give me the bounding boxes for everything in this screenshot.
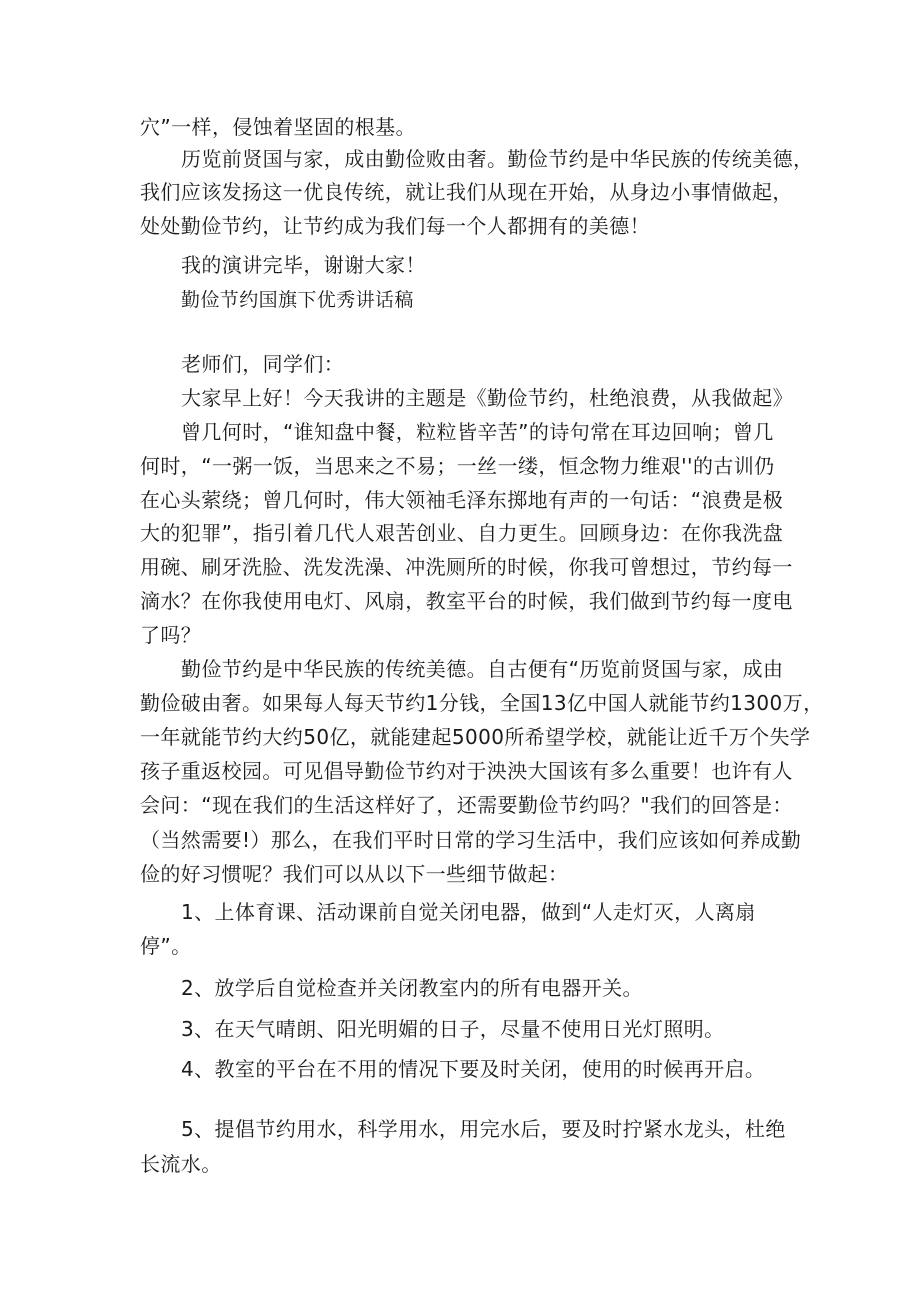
list-item-continuation: 停”。 [140,934,192,958]
text-line: 我们应该发扬这一优良传统，就让我们从现在开始，从身边小事情做起， [140,180,793,204]
text-line: 何时，“一粥一饭，当思来之不易；一丝一缕，恒念物力维艰''的古训仍 [140,454,775,478]
text-line: 俭的好习惯呢？我们可以从以下一些细节做起： [140,862,569,886]
text-line: 大家早上好！今天我讲的主题是《勤俭节约，杜绝浪费，从我做起》 [181,386,793,410]
text-line: 会问：“现在我们的生活这样好了，还需要勤俭节约吗？"我们的回答是： [140,793,793,817]
list-item: 5、提倡节约用水，科学用水，用完水后，要及时拧紧水龙头，杜绝 [181,1117,786,1141]
text-line: 滴水？在你我使用电灯、风扇，教室平台的时候，我们做到节约每一度电 [140,589,793,613]
text-line: 曾几何时，“谁知盘中餐，粒粒皆辛苦”的诗句常在耳边回响；曾几 [181,420,774,444]
text-line: 处处勤俭节约，让节约成为我们每一个人都拥有的美德！ [140,214,650,238]
text-line: 了吗？ [140,623,202,647]
text-line: （当然需要!）那么，在我们平时日常的学习生活中，我们应该如何养成勤 [140,828,802,852]
text-line: 孩子重返校园。可见倡导勤俭节约对于泱泱大国该有多么重要！也许有人 [140,759,793,783]
list-item: 3、在天气晴朗、阳光明媚的日子，尽量不使用日光灯照明。 [181,1017,725,1041]
text-line: 用碗、刷牙洗脸、洗发洗澡、冲洗厕所的时候，你我可曾想过，节约每一 [140,555,793,579]
text-line: 我的演讲完毕，谢谢大家！ [181,253,426,277]
salutation: 老师们，同学们： [181,352,345,376]
text-line: 勤俭节约是中华民族的传统美德。自古便有“历览前贤国与家，成由 [181,657,784,681]
text-line: 一年就能节约大约50亿，就能建起5000所希望学校，就能让近千万个失学 [140,725,811,749]
text-line: 大的犯罪”，指引着几代人艰苦创业、自力更生。回顾身边：在你我洗盘 [140,521,784,545]
text-line: 在心头萦绕；曾几何时，伟大领袖毛泽东掷地有声的一句话：“浪费是极 [140,488,784,512]
text-line: 穴”一样，侵蚀着坚固的根基。 [140,115,416,139]
list-item: 2、放学后自觉检查并关闭教室内的所有电器开关。 [181,976,643,1000]
text-line: 历览前贤国与家，成由勤俭败由奢。勤俭节约是中华民族的传统美德， [181,147,814,171]
list-item-continuation: 长流水。 [140,1152,222,1176]
section-title: 勤俭节约国旗下优秀讲话稿 [181,289,414,311]
list-item: 1、上体育课、活动课前自觉关闭电器，做到“人走灯灭，人离扇 [181,900,756,924]
text-line: 勤俭破由奢。如果每人每天节约1分钱，全国13亿中国人就能节约1300万， [140,691,824,715]
list-item: 4、教室的平台在不用的情况下要及时关闭，使用的时候再开启。 [181,1057,766,1081]
